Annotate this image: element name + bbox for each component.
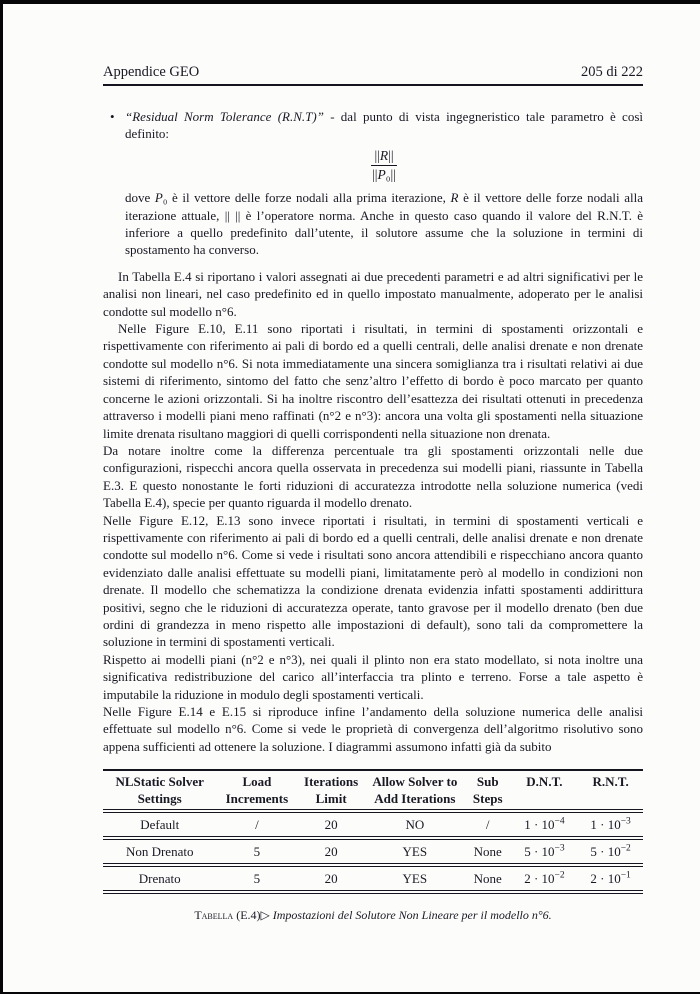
table-cell-load: 5 [253,870,261,886]
header-title: Appendice GEO [103,64,200,80]
table-cell-iterations: 20 [324,870,338,886]
bullet-continuation-text: dove P₀ è il vettore delle forze nodali alla prima iterazione, R è il vettore delle forze nodali alla iterazione attuale, || || è l’operatore norma. Anche in questo caso quando il valore del R.N.T. è inferiore a quello predefinito dall’utente, il solutore assume che la soluzione in termini di spostamento ha converso. [125,190,643,258]
paragraph: Da notare inoltre come la differenza percentuale tra gli spostamenti orizzontali nelle due configurazioni, rispecchi ancora quella osservata in precedenza sui modelli piani, riassunte in Tabella E.3. E questo nonostante le forti riduzioni di accuratezza introdotte nella soluzione numerica (vedi Tabella E.4), specie per quanto riguarda il modello drenato. [103,442,643,511]
table-cell-sub: None [465,838,511,865]
table-row-non-drenato [103,838,643,865]
header-page-number: 205 di 222 [580,64,643,80]
table-cell-rnt: $5 \cdot 10^{-2}$ [578,838,643,865]
bullet-item-rnt [103,108,643,259]
table-cell-sub: None [473,870,502,886]
table-cell-dnt: $1 \cdot 10^{-4}$ [511,811,579,838]
table-cell-rnt: $1 \cdot 10^{-3}$ [578,811,643,838]
paragraph: In Tabella E.4 si riportano i valori assegnati ai due precedenti parametri e ad altri significativi per le analisi non lineari, nel caso predefinito ed in quello impostato manualmente, adoperato per le analisi condotte sul modello n°6. [103,268,643,319]
solver-settings-table [103,769,643,894]
table-caption: Tabella (E.4)▷ Impostazioni del Solutore Non Lineare per il modello n°6. [194,908,552,923]
table-cell-dnt: $5 \cdot 10^{-3}$ [511,838,579,865]
table-header-allow-solver: Allow Solver to Add Iterations [365,770,465,811]
table-cell-settings: Non Drenato [103,838,216,865]
table-header-dnt: D.N.T. [511,770,579,811]
bullet-marker: • [110,109,115,124]
table-row-default [103,811,643,838]
table-cell-settings: Default [103,811,216,838]
table-cell-settings: Drenato [138,870,181,886]
table-cell-allow: YES [365,838,465,865]
table-cell-dnt: $2 \cdot 10^{-2}$ [524,870,565,886]
paragraph: Rispetto ai modelli piani (n°2 e n°3), nei quali il plinto non era stato modellato, si nota inoltre una significativa redistribuzione del carico all’interfaccia tra plinto e terreno. Forse a tale aspetto è imputabile la riduzione in modulo degli spostamenti verticali. [103,651,643,702]
table-cell-allow: NO [365,811,465,838]
table-row-drenato [103,865,643,892]
table-cell-load: 5 [216,838,297,865]
table-cell-sub: / [465,811,511,838]
formula-denominator: ||P₀|| [372,166,396,182]
page-content [103,4,643,923]
fraction [371,148,396,183]
page-header [103,64,643,86]
table-cell-allow: YES [402,870,428,886]
bullet-lead-text: “Residual Norm Tolerance (R.N.T)” - dal punto di vista ingegneristico tale parametro è così definito: [125,109,643,142]
table-cell-rnt: $2 \cdot 10^{-1}$ [590,870,631,886]
table-header-rnt: R.N.T. [578,770,643,811]
table-header-row [103,770,643,811]
table-cell-iterations: 20 [297,838,365,865]
paragraph: Nelle Figure E.14 e E.15 si riproduce infine l’andamento della soluzione numerica delle analisi effettuate sul modello n°6. Come si vede le proprietà di convergenza dell’algoritmo risolutivo sono appena sufficienti ad ottenere la soluzione. I diagrammi assumono infatti già da subito [103,704,643,754]
table-header-settings: NLStatic Solver Settings [103,770,216,811]
table-header-iterations-limit: Iterations Limit [297,770,365,811]
table-cell-iterations: 20 [297,811,365,838]
paragraph: Nelle Figure E.12, E.13 sono invece riportati i risultati, in termini di spostamenti verticali e rispettivamente con riferimento ai pali di bordo ed a quelli centrali, delle analisi drenate e non drenate condotte sul modello n°6. Come si vede i risultati sono ancora attendibili e rispecchiano ancora quanto evidenziato dalle analisi effettuate su modelli piani, limitatamente però al modello in condizioni non drenate. Il modello che schematizza la condizione drenata evidenzia infatti spostamenti addirittura positivi, segno che le riduzioni di accuratezza operate, tanto gravose per il modello drenato (ben due ordini di grandezza in meno rispetto alle impostazioni di default), sono tali da compromettere la soluzione in termini di spostamenti verticali. [103,512,643,650]
table-cell-load: / [216,811,297,838]
rnt-formula [125,148,643,183]
table-header-sub-steps: Sub Steps [465,770,511,811]
paragraph: Nelle Figure E.10, E.11 sono riportati i risultati, in termini di spostamenti orizzontali e rispettivamente con riferimento ai pali di bordo ed a quelli centrali, delle analisi drenate e non drenate condotte sul modello n°6. Si nota immediatamente una sincera somiglianza tra i risultati relativi ai due sistemi di riferimento, sintomo del fatto che senz’altro l’effetto di bordo è poco marcato per quanto concerne le azioni orizzontali. Si ha inoltre riscontro dell’esattezza dei risultati ottenuti in precedenza attraverso i modelli piani meno raffinati (n°2 e n°3): ancora una volta gli spostamenti nella situazione limite drenata risultano maggiori di quelli corrispondenti nella situazione non drenata. [103,321,643,441]
formula-numerator: ||R|| [371,148,396,166]
table-header-load-increments: Load Increments [216,770,297,811]
